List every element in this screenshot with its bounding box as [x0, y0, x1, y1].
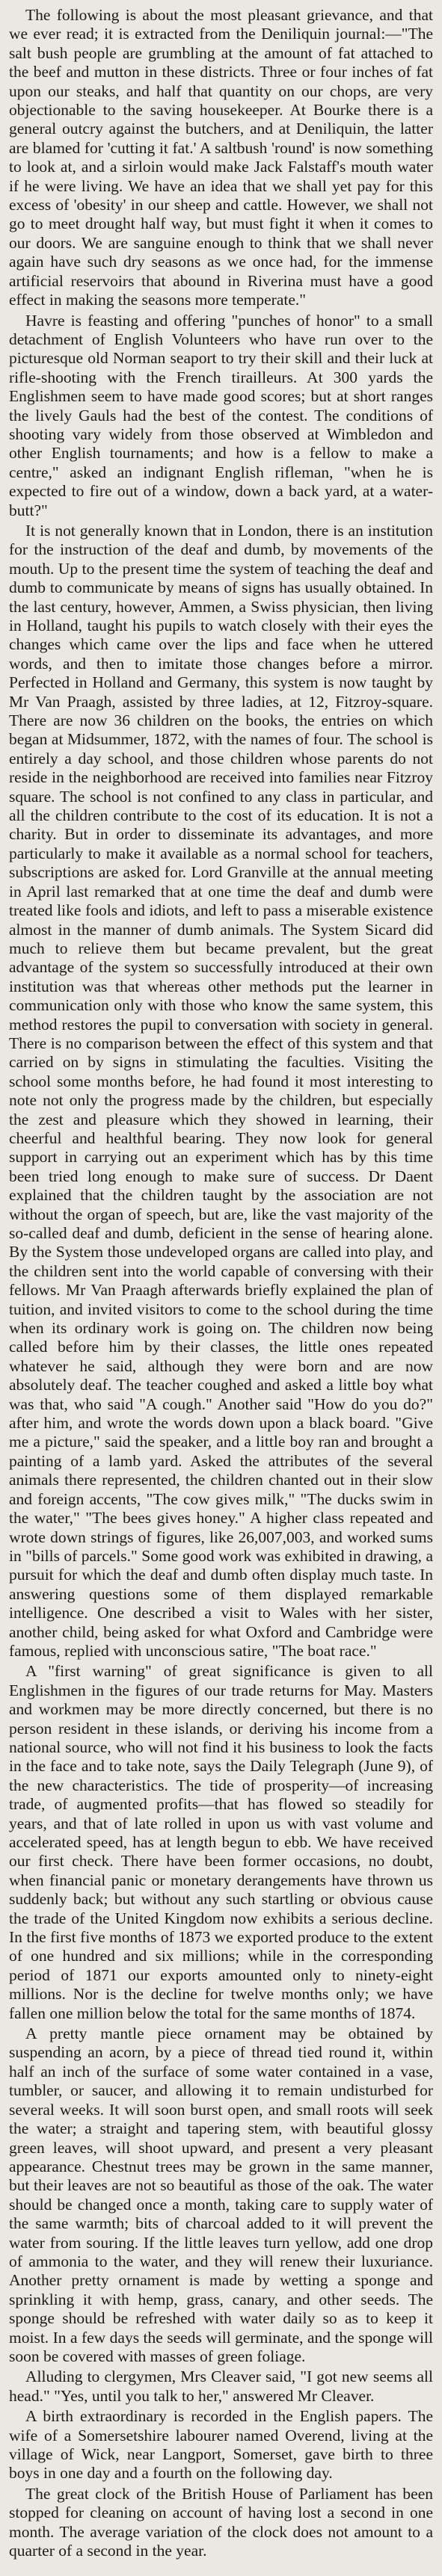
paragraph-birth-extraordinary: A birth extraordinary is recorded in the English papers. The wife of a Somersetshire labourer named Overend, living at the village of Wick, near Langport, Somerset, gave birth to three boys in one day and a fourth on the following day. [9, 2407, 433, 2483]
paragraph-parliament-clock: The great clock of the British House of Parliament has been stopped for cleaning on account of having lost a second in one month. The average variation of the clock does not amount to a quarter of a second in the year. [9, 2484, 433, 2560]
paragraph-fat-grievance: The following is about the most pleasant grievance, and that we ever read; it is extracted from the Deniliquin journal:—"The salt bush people are grumbling at the amount of fat attached to the beef and mutton in these districts. Three or four inches of fat upon our steaks, and half that quantity on our chops, are very objectionable to the saving housekeeper. At Bourke there is a general outcry against the butchers, and at Deniliquin, the latter are blamed for 'cutting it fat.' A saltbush 'round' is now something to look at, and a sirloin would make Jack Falstaff's mouth water if he were living. We have an idea that we shall yet pay for this excess of 'obesity' in our sheep and cattle. However, we shall not go to meet drought half way, but must fight it when it comes to our doors. We are sanguine enough to think that we shall never again have such dry seasons as we once had, for the immense artificial reservoirs that abound in Riverina must have a good effect in making the seasons more temperate." [9, 6, 433, 309]
paragraph-trade-returns: A "first warning" of great significance is given to all Englishmen in the figures of our trade returns for May. Masters and workmen may be more directly concerned, but there is no person resident in these islands, or deriving his income from a national source, who will not find it his business to look the facts in the face and to take note, says the Daily Telegraph (June 9), of the new characteristics. The tide of prosperity—of increasing trade, of augmented profits—that has flowed so steadily for years, and that of late rolled in upon us with vast volume and accelerated speed, has at length begun to ebb. We have received our first check. There have been former occasions, no doubt, when financial panic or monetary derangements have thrown us suddenly back; but without any such startling or obvious cause the trade of the United Kingdom now exhibits a serious decline. In the first five months of 1873 we exported produce to the extent of one hundred and six millions; while in the corresponding period of 1871 our exports amounted only to ninety-eight millions. Nor is the decline for twelve months only; we have fallen one million below the total for the same months of 1874. [9, 1662, 433, 2022]
paragraph-clergymen-joke: Alluding to clergymen, Mrs Cleaver said, "I got new seems all head." "Yes, until you talk to her," answered Mr Cleaver. [9, 2367, 433, 2405]
paragraph-mantle-ornament: A pretty mantle piece ornament may be obtained by suspending an acorn, by a piece of thread tied round it, within half an inch of the surface of some water contained in a vase, tumbler, or saucer, and allowing it to remain undisturbed for several weeks. It will soon burst open, and small roots will seek the water; a straight and tapering stem, with beautiful glossy green leaves, will shoot upward, and present a very pleasant appearance. Chestnut trees may be grown in the same manner, but their leaves are not so beautiful as those of the oak. The water should be changed once a month, taking care to supply water of the same warmth; bits of charcoal added to it will prevent the water from souring. If the little leaves turn yellow, add one drop of ammonia to the water, and they will renew their luxuriance. Another pretty ornament is made by wetting a sponge and sprinkling it with hemp, grass, canary, and other seeds. The sponge should be refreshed with water daily so as to keep it moist. In a few days the seeds will germinate, and the sponge will soon be covered with masses of green foliage. [9, 2024, 433, 2365]
paragraph-deaf-dumb-institution: It is not generally known that in London, there is an institution for the instruction of the deaf and dumb, by movements of the mouth. Up to the present time the system of teaching the deaf and dumb to communicate by means of signs has usually obtained. In the last century, however, Ammen, a Swiss physician, then living in Holland, taught his pupils to watch closely with their eyes the changes which came over the lips and face when he uttered words, and then to imitate those changes before a mirror. Perfected in Holland and Germany, this system is now taught by Mr Van Praagh, assisted by three ladies, at 12, Fitzroy-square. There are now 36 children on the books, the entries on which began at Midsummer, 1872, with the names of four. The school is entirely a day school, and those children whose parents do not reside in the neighborhood are received into families near Fitzroy square. The school is not confined to any class in particular, and all the children contribute to the cost of its education. It is not a charity. But in order to disseminate its advantages, and more particularly to make it available as a normal school for teachers, subscriptions are asked for. Lord Granville at the annual meeting in April last remarked that at one time the deaf and dumb were treated like fools and idiots, and left to pass a miserable existence almost in the manner of dumb animals. The System Sicard did much to relieve them but became prevalent, but the great advantage of the system so successfully introduced at their own institution was that whereas other methods put the learner in communication only with those who know the same system, this method restores the pupil to conversation with society in general. There is no comparison between the effect of this system and that carried on by signs in stimulating the faculties. Visiting the school some months before, he had found it most interesting to note not only the progress made by the children, but especially the zest and pleasure which they showed in learning, their cheerful and healthful bearing. They now look for general support in carrying out an experiment which has by this time been tried long enough to make sure of success. Dr Daent explained that the children taught by the association are not without the organ of speech, but are, like the vast majority of the so-called deaf and dumb, deficient in the sense of hearing alone. By the System those undeveloped organs are called into play, and the children sent into the world capable of conversing with their fellows. Mr Van Praagh afterwards briefly explained the plan of tuition, and invited visitors to come to the school during the time when its ordinary work is going on. The children now being called before him by their classes, the little ones repeated whatever he said, although they were born and are now absolutely deaf. The teacher coughed and asked a little boy what was that, who said "A cough." Another said "How do you do?" after him, and wrote the words down upon a black board. "Give me a picture," said the speaker, and a little boy ran and brought a painting of a lamb yard. Asked the attributes of the several animals there represented, the children chanted out in their slow and foreign accents, "The cow gives milk," "The ducks swim in the water," "The bees gives honey." A higher class repeated and wrote down strings of figures, like 26,007,003, and worked sums in "bills of parcels." Some good work was exhibited in drawing, a pursuit for which the deaf and dumb often display much taste. In answering questions some of them displayed remarkable intelligence. One described a visit to Wales with her sister, another child, being asked for what Oxford and Cambridge were famous, replied with unconscious satire, "The boat race." [9, 521, 433, 1660]
paragraph-havre-volunteers: Havre is feasting and offering "punches of honor" to a small detachment of English Volunteers who have run over to the picturesque old Norman seaport to try their skill and their luck at rifle-shooting with the French tirailleurs. At 300 yards the Englishmen seem to have made good scores; but at short ranges the lively Gauls had the best of the contest. The conditions of shooting vary widely from those observed at Wimbledon and other English tournaments; and how is a fellow to make a centre," asked an indignant English rifleman, "when he is expected to fire out of a window, down a back yard, at a water-butt?" [9, 311, 433, 519]
